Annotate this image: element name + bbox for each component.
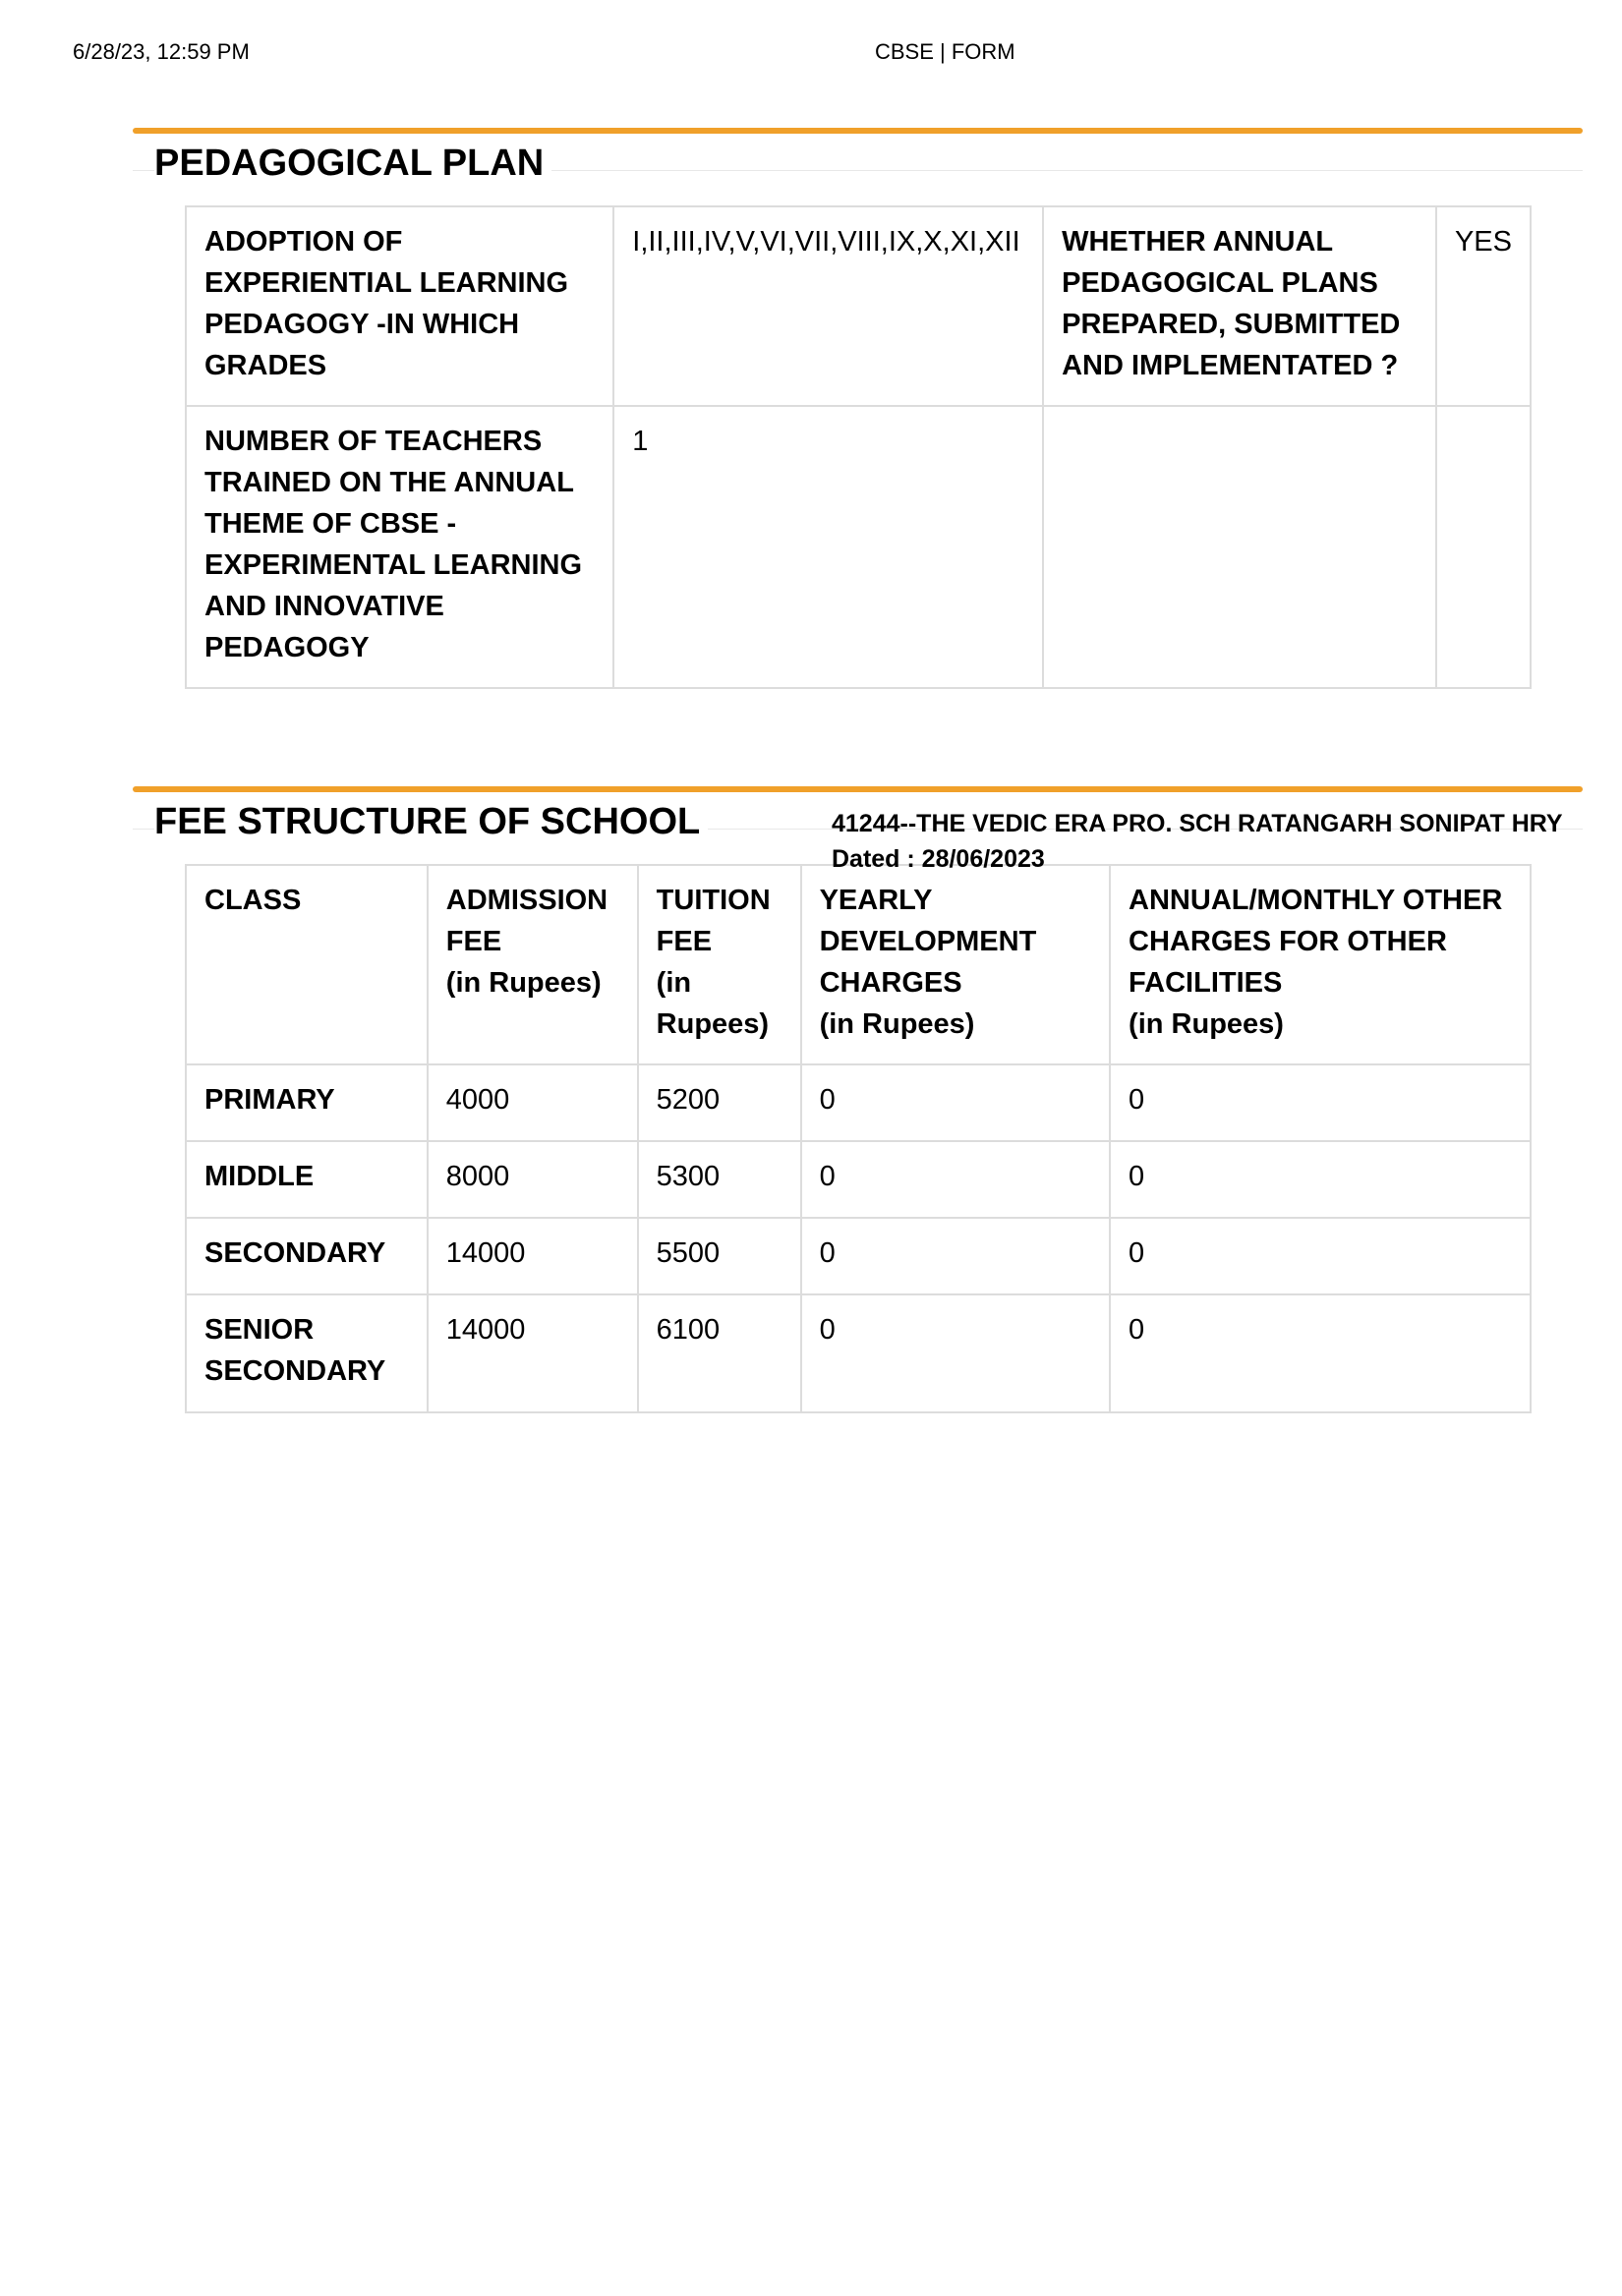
print-header	[0, 39, 1622, 69]
annual-plans-value: YES	[1436, 206, 1531, 406]
class-name: MIDDLE	[186, 1141, 428, 1218]
header-line: TUITION	[656, 885, 771, 916]
admission-fee: 14000	[428, 1218, 638, 1294]
annual-plans-label: WHETHER ANNUAL PEDAGOGICAL PLANS PREPARED, SUBMITTED AND IMPLEMENTATED ?	[1043, 206, 1436, 406]
empty-cell	[1043, 406, 1436, 688]
print-page-title: CBSE | FORM	[875, 39, 1015, 64]
teachers-trained-value: 1	[613, 406, 1043, 688]
section-heading-row	[133, 134, 1583, 187]
header-line: ANNUAL/MONTHLY OTHER	[1129, 885, 1503, 916]
table-row	[186, 1294, 1531, 1412]
header-line: DEVELOPMENT	[819, 926, 1037, 957]
other-charges: 0	[1110, 1141, 1531, 1218]
admission-fee: 4000	[428, 1064, 638, 1141]
column-header-development-charges	[801, 865, 1110, 1064]
experiential-grades-value: I,II,III,IV,V,VI,VII,VIII,IX,X,XI,XII	[613, 206, 1043, 406]
header-line: ADMISSION	[445, 885, 608, 916]
teachers-trained-label: NUMBER OF TEACHERS TRAINED ON THE ANNUAL THEME OF CBSE - EXPERIMENTAL LEARNING AND INNOVATIVE PEDAGOGY	[186, 406, 613, 688]
other-charges: 0	[1110, 1218, 1531, 1294]
table-row	[186, 1141, 1531, 1218]
header-line: FEE	[445, 926, 502, 957]
admission-fee: 14000	[428, 1294, 638, 1412]
admission-fee: 8000	[428, 1141, 638, 1218]
tuition-fee: 5200	[638, 1064, 801, 1141]
school-stamp-name: 41244--THE VEDIC ERA PRO. SCH RATANGARH SONIPAT HRY	[832, 810, 1563, 837]
print-datetime: 6/28/23, 12:59 PM	[73, 39, 250, 64]
header-line: (in Rupees)	[1129, 1008, 1284, 1040]
empty-cell	[1436, 406, 1531, 688]
tuition-fee: 6100	[638, 1294, 801, 1412]
header-line: FEE	[656, 926, 713, 957]
development-charges: 0	[801, 1294, 1110, 1412]
header-line: CLASS	[204, 885, 302, 916]
column-header-tuition-fee	[638, 865, 801, 1064]
development-charges: 0	[801, 1064, 1110, 1141]
fee-structure-table	[185, 864, 1532, 1413]
fee-structure-heading: FEE STRUCTURE OF SCHOOL	[154, 800, 708, 843]
header-line: Rupees)	[656, 1008, 770, 1040]
school-stamp	[832, 806, 1579, 873]
experiential-grades-label: ADOPTION OF EXPERIENTIAL LEARNING PEDAGOGY -IN WHICH GRADES	[186, 206, 613, 406]
table-row	[186, 1064, 1531, 1141]
header-line: YEARLY	[819, 885, 933, 916]
column-header-other-charges	[1110, 865, 1531, 1064]
table-row	[186, 1218, 1531, 1294]
header-line: (in Rupees)	[445, 967, 602, 999]
development-charges: 0	[801, 1141, 1110, 1218]
pedagogical-plan-table	[185, 205, 1532, 689]
class-name: SECONDARY	[186, 1218, 428, 1294]
table-row	[186, 206, 1531, 406]
header-line: (in Rupees)	[819, 1008, 975, 1040]
table-header-row	[186, 865, 1531, 1064]
school-stamp-date: Dated : 28/06/2023	[832, 845, 1045, 873]
table-row	[186, 406, 1531, 688]
header-line: CHARGES FOR OTHER	[1129, 926, 1447, 957]
column-header-admission-fee	[428, 865, 638, 1064]
column-header-class	[186, 865, 428, 1064]
header-line: (in	[656, 967, 692, 999]
header-line: FACILITIES	[1129, 967, 1283, 999]
class-name: PRIMARY	[186, 1064, 428, 1141]
tuition-fee: 5500	[638, 1218, 801, 1294]
pedagogical-plan-heading: PEDAGOGICAL PLAN	[154, 142, 551, 185]
tuition-fee: 5300	[638, 1141, 801, 1218]
development-charges: 0	[801, 1218, 1110, 1294]
other-charges: 0	[1110, 1294, 1531, 1412]
other-charges: 0	[1110, 1064, 1531, 1141]
class-name: SENIOR SECONDARY	[186, 1294, 428, 1412]
header-line: CHARGES	[819, 967, 962, 999]
pedagogical-plan-section	[133, 128, 1583, 663]
